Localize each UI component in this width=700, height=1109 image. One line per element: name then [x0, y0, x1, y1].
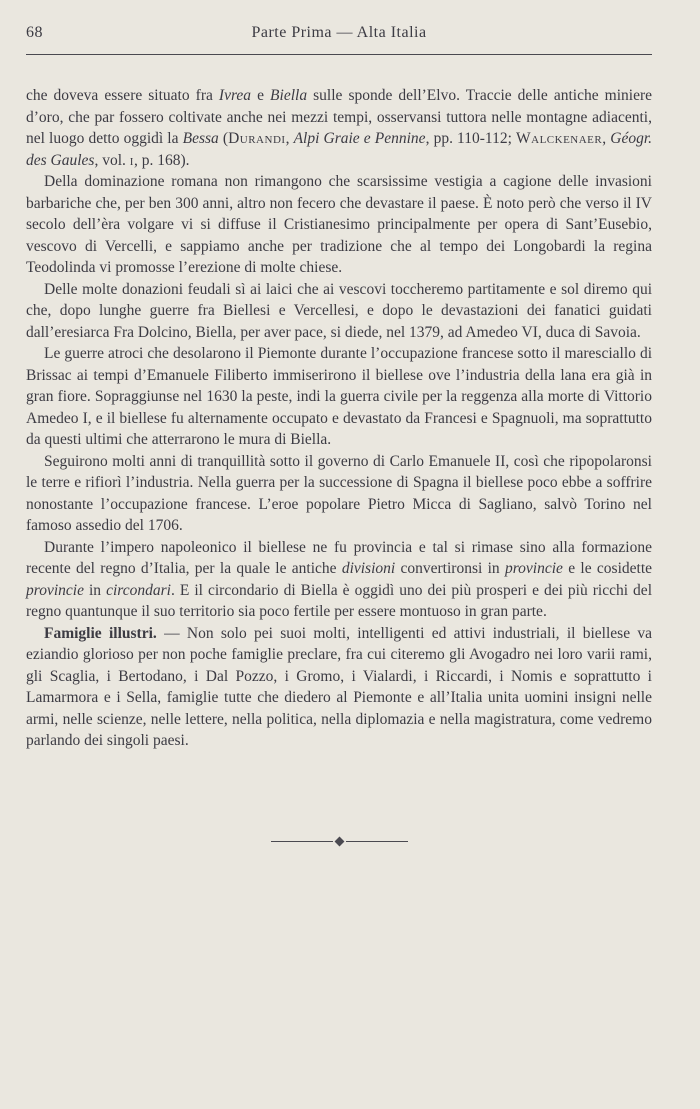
header-rule: [26, 54, 652, 55]
paragraph: Seguirono molti anni di tranquillità sotto il governo di Carlo Emanuele II, così che ripopolaronsi le terre e rifiorì l’industria. Nella guerra per la successione di Spagna il biellese poco ebbe a soffrire nonostante l’occupazione francese. L’eroe popolare Pietro Micca di Sagliano, salvò Torino nel famoso assedio del 1706.: [26, 452, 652, 534]
paragraph: Delle molte donazioni feudali sì ai laici che ai vescovi toccheremo partitamente e sol diremo qui che, dopo lunghe guerre fra Biellesi e Vercellesi, e dopo le devastazioni dei fanatici guidati dall’eresiarca Fra Dolcino, Biella, per aver pace, si diede, nel 1379, ad Amedeo VI, duca di Savoia.: [26, 280, 652, 341]
divider-line: [271, 841, 333, 842]
page-header: [26, 24, 652, 46]
paragraph: che doveva essere situato fra Ivrea e Biella sulle sponde dell’Elvo. Traccie delle antiche miniere d’oro, che par fossero coltivate anche nei mezzi tempi, osservansi tuttora nelle montagne adiacenti, nel luogo detto oggidì la Bessa (Durandi, Alpi Graie e Pennine, pp. 110-112; Walckenaer, Géogr. des Gaules, vol. i, p. 168).: [26, 87, 653, 169]
page-number: 68: [26, 24, 43, 41]
paragraph: Della dominazione romana non rimangono che scarsissime vestigia a cagione delle invasioni barbariche che, per ben 300 anni, altro non fecero che devastare il paese. È noto però che verso il IV secolo dell’èra volgare vi si diffuse il Cristianesimo principalmente per opera di Sant’Eusebio, vescovo di Vercelli, e sappiamo anche per tradizione che al tempo dei Longobardi la regina Teodolinda vi promosse l’erezione di molte chiese.: [26, 173, 652, 276]
paragraph: Le guerre atroci che desolarono il Piemonte durante l’occupazione francese sotto il maresciallo di Brissac ai tempi d’Emanuele Filiberto immiserirono il biellese ove l’industria della lana era già in gran fiore. Sopraggiunse nel 1630 la peste, indi la guerra civile per la reggenza alla morte di Vittorio Amedeo I, e il biellese fu alternamente occupato e devastato da Francesi e Spagnuoli, ma soprattutto da questi ultimi che atterrarono le mura di Biella.: [26, 345, 652, 448]
paragraph: Famiglie illustri. — Non solo pei suoi molti, intelligenti ed attivi industriali, il biellese va eziandio glorioso per non poche famiglie preclare, fra cui citeremo gli Avogadro nei loro varii rami, gli Scaglia, i Bertodano, i Dal Pozzo, i Gromo, i Vialardi, i Riccardi, i Nomis e soprattutto i Lamarmora e i Sella, famiglie tutte che diedero al Piemonte e all’Italia unita uomini insigni nelle armi, nelle scienze, nelle lettere, nella politica, nella diplomazia e nella magistratura, come vedremo parlando dei singoli paesi.: [26, 624, 652, 749]
body-text: [26, 85, 652, 752]
divider-line: [346, 841, 408, 842]
running-title: Parte Prima — Alta Italia: [251, 24, 427, 41]
section-divider: [26, 838, 652, 845]
paragraph: Durante l’impero napoleonico il biellese ne fu provincia e tal si rimase sino alla formazione recente del regno d’Italia, per la quale le antiche divisioni convertironsi in provincie e le cosidette provincie in circondari. E il circondario di Biella è oggidì uno dei più prosperi e dei più ricchi del regno quantunque il suo territorio sia poco fertile per essere montuoso in gran parte.: [26, 538, 653, 620]
divider-diamond-icon: [334, 836, 344, 846]
